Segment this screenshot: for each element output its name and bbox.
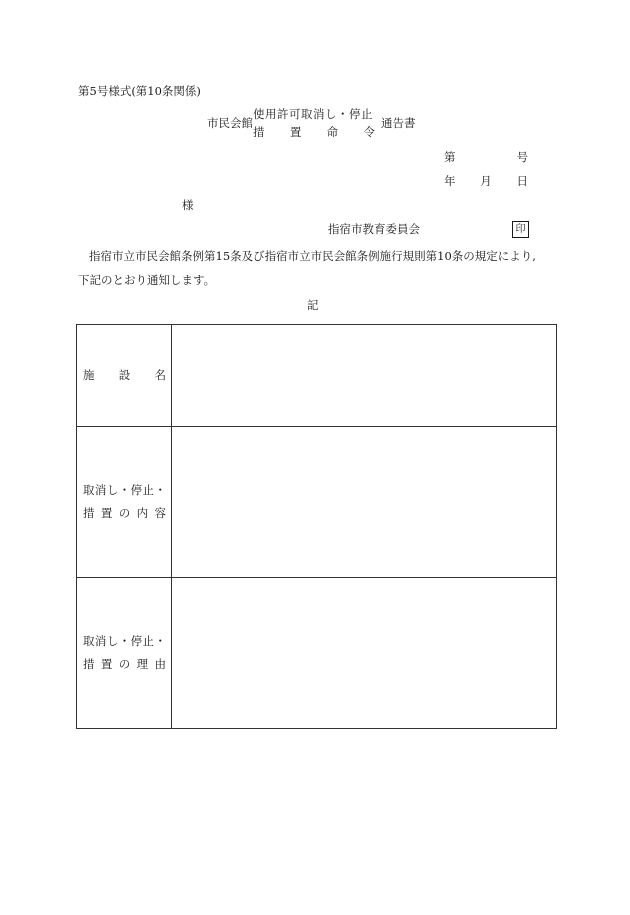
label-char: の bbox=[118, 657, 131, 671]
label-char: 取 bbox=[83, 482, 95, 497]
form-number: 第5号様式(第10条関係) bbox=[78, 84, 201, 98]
measure-reason-field[interactable] bbox=[172, 578, 557, 729]
body-line-1: 指宿市立市民会館条例第15条及び指宿市立市民会館条例施行規則第10条の規定により, bbox=[89, 249, 536, 263]
label-char: 措 bbox=[83, 657, 95, 671]
label-char: し bbox=[106, 482, 119, 497]
document-number-suffix: 号 bbox=[516, 150, 528, 164]
title-line-1: 使用許可取消し・停止 bbox=[253, 107, 373, 121]
label-char: 由 bbox=[154, 657, 166, 671]
label-char: ・ bbox=[154, 633, 166, 648]
label-char: 措 bbox=[83, 506, 95, 520]
label-char: 取 bbox=[83, 633, 95, 648]
table-row bbox=[77, 325, 557, 427]
title-middle bbox=[253, 109, 381, 138]
issuer-name: 指宿市教育委員会 bbox=[328, 222, 420, 236]
label-char: 施 bbox=[83, 367, 95, 382]
title-suffix: 通告書 bbox=[381, 116, 416, 130]
record-table bbox=[76, 324, 557, 729]
label-char: 停 bbox=[130, 482, 143, 497]
label-char: 止 bbox=[142, 633, 155, 648]
table-row bbox=[77, 427, 557, 578]
title-char: 命 bbox=[326, 124, 339, 139]
body-line-2: 下記のとおり通知します。 bbox=[78, 273, 216, 287]
title-char: 措 bbox=[253, 124, 265, 139]
seal-mark: 印 bbox=[512, 221, 529, 238]
record-heading: 記 bbox=[307, 298, 319, 312]
label-char: 名 bbox=[154, 367, 166, 382]
date-day: 日 bbox=[516, 174, 528, 188]
title-char: 置 bbox=[289, 124, 302, 139]
title-line-2 bbox=[253, 124, 381, 139]
body-text bbox=[78, 244, 558, 292]
title-prefix: 市民会館 bbox=[207, 116, 253, 130]
facility-name-field[interactable] bbox=[172, 325, 557, 427]
label-char: の bbox=[118, 506, 131, 520]
facility-name-label bbox=[77, 325, 172, 427]
label-char: ・ bbox=[118, 482, 131, 497]
label-char: 容 bbox=[154, 506, 166, 520]
document-date bbox=[444, 176, 528, 188]
measure-content-field[interactable] bbox=[172, 427, 557, 578]
label-char: し bbox=[106, 633, 119, 648]
measure-content-label bbox=[77, 427, 172, 578]
table-row bbox=[77, 578, 557, 729]
label-char: 消 bbox=[94, 633, 107, 648]
label-char: 止 bbox=[142, 482, 155, 497]
label-char: 停 bbox=[130, 633, 143, 648]
addressee-suffix: 様 bbox=[182, 198, 194, 212]
label-char: 理 bbox=[136, 657, 149, 671]
title-char: 令 bbox=[363, 124, 375, 139]
label-char: 置 bbox=[100, 506, 113, 520]
label-char: ・ bbox=[118, 633, 131, 648]
label-char: ・ bbox=[154, 482, 166, 497]
label-char: 設 bbox=[118, 367, 131, 382]
label-char: 置 bbox=[100, 657, 113, 671]
date-year: 年 bbox=[444, 174, 456, 188]
document-number bbox=[444, 152, 528, 164]
label-char: 消 bbox=[94, 482, 107, 497]
document-number-label: 第 bbox=[444, 150, 456, 164]
date-month: 月 bbox=[480, 174, 492, 188]
label-char: 内 bbox=[136, 506, 149, 520]
measure-reason-label bbox=[77, 578, 172, 729]
